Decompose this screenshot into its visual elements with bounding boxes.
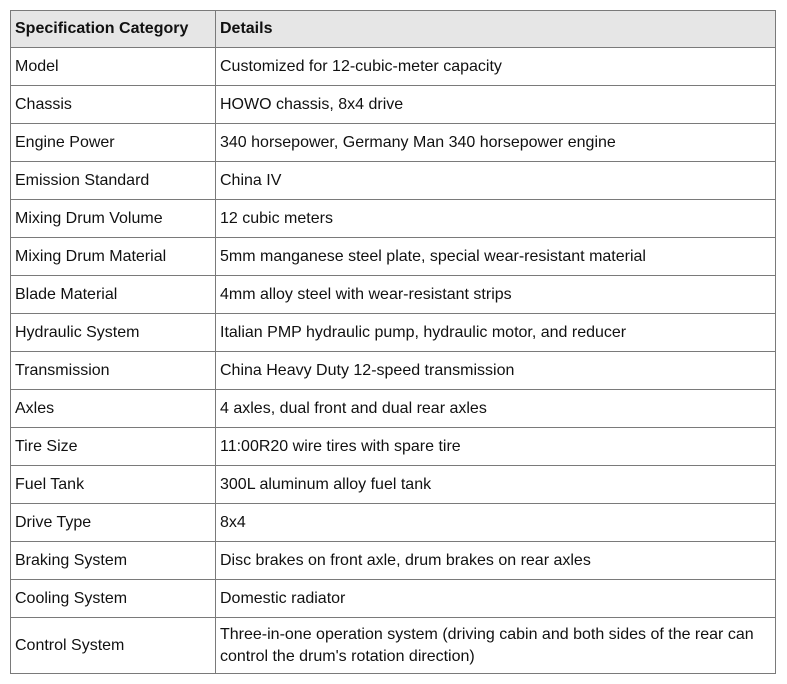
category-cell: Engine Power (11, 124, 216, 162)
specification-table (10, 10, 776, 674)
table-row (11, 200, 776, 238)
table-row (11, 238, 776, 276)
header-details: Details (216, 11, 776, 48)
details-cell: 5mm manganese steel plate, special wear-resistant material (216, 238, 776, 276)
details-cell: 12 cubic meters (216, 200, 776, 238)
category-cell: Tire Size (11, 428, 216, 466)
details-cell: Disc brakes on front axle, drum brakes on rear axles (216, 542, 776, 580)
table-row (11, 542, 776, 580)
details-cell: 340 horsepower, Germany Man 340 horsepower engine (216, 124, 776, 162)
table-row (11, 48, 776, 86)
category-cell: Mixing Drum Material (11, 238, 216, 276)
table-row (11, 580, 776, 618)
category-cell: Braking System (11, 542, 216, 580)
category-cell: Transmission (11, 352, 216, 390)
header-specification-category: Specification Category (11, 11, 216, 48)
details-cell: 11:00R20 wire tires with spare tire (216, 428, 776, 466)
category-cell: Axles (11, 390, 216, 428)
details-cell: Domestic radiator (216, 580, 776, 618)
table-row (11, 390, 776, 428)
table-row (11, 466, 776, 504)
table-row (11, 314, 776, 352)
category-cell: Control System (11, 618, 216, 674)
table-row (11, 86, 776, 124)
table-row (11, 428, 776, 466)
category-cell: Blade Material (11, 276, 216, 314)
header-row (11, 11, 776, 48)
category-cell: Cooling System (11, 580, 216, 618)
category-cell: Fuel Tank (11, 466, 216, 504)
details-cell: Customized for 12-cubic-meter capacity (216, 48, 776, 86)
category-cell: Model (11, 48, 216, 86)
table-header (11, 11, 776, 48)
table-row (11, 162, 776, 200)
details-cell: 300L aluminum alloy fuel tank (216, 466, 776, 504)
table-row (11, 276, 776, 314)
details-cell: Three-in-one operation system (driving cabin and both sides of the rear can control the drum's rotation direction) (216, 618, 776, 674)
category-cell: Hydraulic System (11, 314, 216, 352)
category-cell: Mixing Drum Volume (11, 200, 216, 238)
details-cell: HOWO chassis, 8x4 drive (216, 86, 776, 124)
table-row (11, 352, 776, 390)
category-cell: Chassis (11, 86, 216, 124)
details-cell: China IV (216, 162, 776, 200)
details-cell: 8x4 (216, 504, 776, 542)
table-row (11, 504, 776, 542)
table-row (11, 124, 776, 162)
details-cell: 4 axles, dual front and dual rear axles (216, 390, 776, 428)
details-cell: Italian PMP hydraulic pump, hydraulic motor, and reducer (216, 314, 776, 352)
details-cell: China Heavy Duty 12-speed transmission (216, 352, 776, 390)
category-cell: Drive Type (11, 504, 216, 542)
category-cell: Emission Standard (11, 162, 216, 200)
table-body (11, 48, 776, 674)
table-row (11, 618, 776, 674)
details-cell: 4mm alloy steel with wear-resistant strips (216, 276, 776, 314)
